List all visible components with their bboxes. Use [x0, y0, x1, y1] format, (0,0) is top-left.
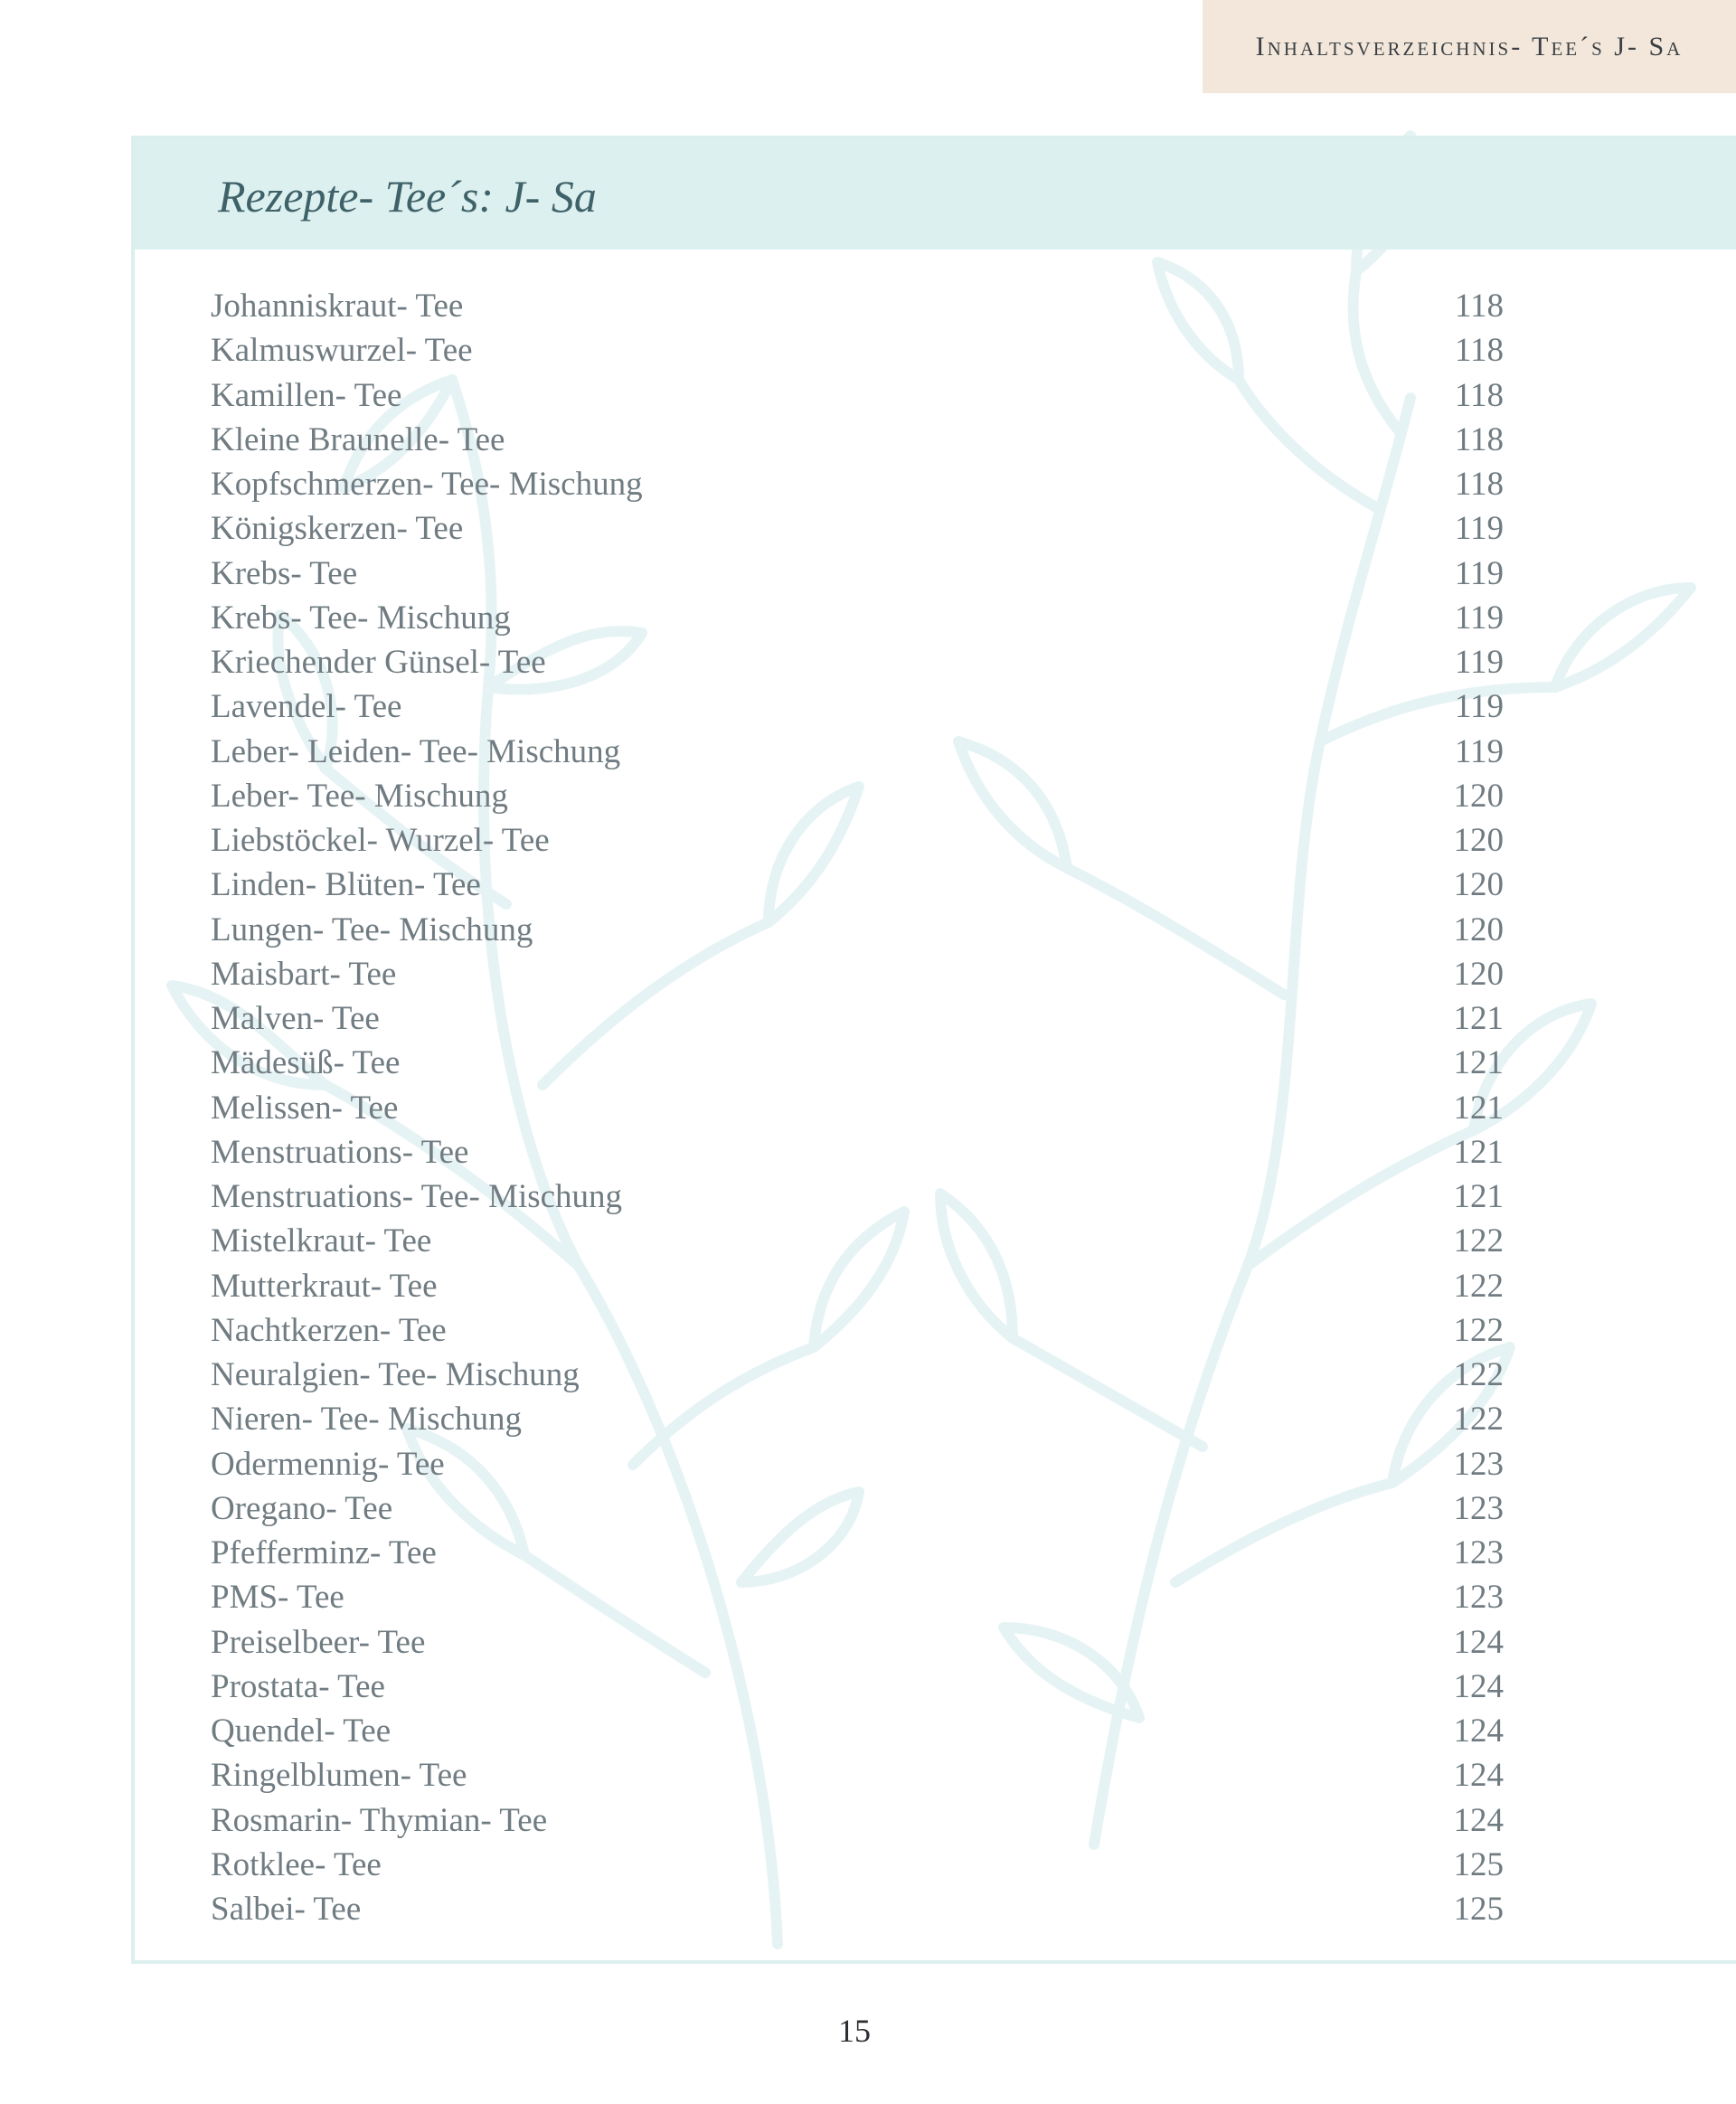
toc-entry-row[interactable] [211, 1887, 1504, 1931]
toc-entry-title: Prostata- Tee [211, 1667, 385, 1705]
toc-entry-title: Krebs- Tee [211, 554, 358, 592]
toc-entry-page: 119 [1454, 644, 1504, 681]
toc-entry-row[interactable] [211, 908, 1504, 952]
toc-entry-title: Kriechender Günsel- Tee [211, 644, 546, 681]
toc-entry-row[interactable] [211, 774, 1504, 818]
toc-entry-title: Menstruations- Tee [211, 1133, 469, 1171]
toc-entry-row[interactable] [211, 1531, 1504, 1575]
toc-entry-row[interactable] [211, 462, 1504, 506]
toc-entry-title: Nieren- Tee- Mischung [211, 1401, 523, 1439]
toc-entry-row[interactable] [211, 1486, 1504, 1531]
toc-entry-page: 119 [1454, 554, 1504, 592]
toc-entry-row[interactable] [211, 1709, 1504, 1753]
toc-entry-page: 123 [1453, 1534, 1504, 1571]
toc-entry-page: 120 [1453, 910, 1504, 948]
toc-entry-page: 120 [1453, 866, 1504, 904]
toc-entry-row[interactable] [211, 1442, 1504, 1486]
toc-entry-page: 120 [1453, 955, 1504, 993]
toc-entry-row[interactable] [211, 373, 1504, 418]
toc-entry-page: 118 [1454, 288, 1504, 325]
toc-entry-row[interactable] [211, 284, 1504, 328]
toc-entry-page: 121 [1453, 1044, 1504, 1082]
toc-entry-row[interactable] [211, 1308, 1504, 1353]
toc-entry-page: 119 [1454, 510, 1504, 548]
toc-entry-row[interactable] [211, 1665, 1504, 1709]
toc-entry-page: 122 [1453, 1311, 1504, 1349]
toc-entry-row[interactable] [211, 1175, 1504, 1219]
page-number: 15 [838, 2013, 871, 2049]
toc-entry-row[interactable] [211, 1353, 1504, 1397]
toc-entry-page: 118 [1454, 420, 1504, 458]
toc-entry-title: Menstruations- Tee- Mischung [211, 1178, 623, 1215]
toc-entry-row[interactable] [211, 596, 1504, 640]
toc-entry-page: 123 [1453, 1445, 1504, 1483]
toc-entry-title: Neuralgien- Tee- Mischung [211, 1356, 580, 1393]
toc-list [211, 284, 1504, 1931]
toc-entry-row[interactable] [211, 1397, 1504, 1441]
toc-entry-title: Mistelkraut- Tee [211, 1222, 432, 1260]
toc-entry-page: 123 [1453, 1489, 1504, 1527]
toc-entry-title: Rosmarin- Thymian- Tee [211, 1801, 548, 1839]
toc-entry-page: 124 [1453, 1667, 1504, 1705]
toc-entry-page: 120 [1453, 822, 1504, 859]
toc-entry-page: 118 [1454, 466, 1504, 503]
toc-entry-page: 122 [1453, 1222, 1504, 1260]
toc-entry-row[interactable] [211, 684, 1504, 729]
toc-entry-page: 119 [1454, 732, 1504, 770]
toc-entry-page: 121 [1453, 1000, 1504, 1037]
toc-entry-title: Kalmuswurzel- Tee [211, 332, 473, 370]
toc-entry-title: PMS- Tee [211, 1579, 344, 1617]
toc-entry-row[interactable] [211, 1620, 1504, 1665]
toc-entry-title: Krebs- Tee- Mischung [211, 599, 511, 637]
toc-entry-title: Nachtkerzen- Tee [211, 1311, 447, 1349]
toc-entry-title: Liebstöckel- Wurzel- Tee [211, 822, 550, 859]
toc-entry-page: 121 [1453, 1178, 1504, 1215]
toc-entry-page: 118 [1454, 332, 1504, 370]
running-head-text: Inhaltsverzeichnis- Tee´s J- Sa [1255, 31, 1684, 61]
toc-entry-title: Odermennig- Tee [211, 1445, 445, 1483]
toc-entry-title: Malven- Tee [211, 1000, 380, 1037]
toc-entry-title: Lavendel- Tee [211, 688, 402, 726]
toc-entry-page: 124 [1453, 1757, 1504, 1795]
toc-entry-page: 119 [1454, 599, 1504, 637]
toc-entry-row[interactable] [211, 863, 1504, 907]
toc-entry-row[interactable] [211, 818, 1504, 863]
section-header-band [135, 139, 1736, 250]
toc-entry-title: Kamillen- Tee [211, 376, 402, 414]
toc-entry-title: Leber- Tee- Mischung [211, 777, 508, 815]
toc-entry-page: 123 [1453, 1579, 1504, 1617]
toc-entry-title: Ringelblumen- Tee [211, 1757, 467, 1795]
toc-entry-row[interactable] [211, 506, 1504, 551]
toc-entry-title: Kopfschmerzen- Tee- Mischung [211, 466, 643, 503]
toc-entry-title: Leber- Leiden- Tee- Mischung [211, 732, 621, 770]
toc-entry-row[interactable] [211, 952, 1504, 996]
toc-entry-page: 125 [1453, 1845, 1504, 1883]
toc-entry-title: Pfefferminz- Tee [211, 1534, 437, 1571]
toc-entry-row[interactable] [211, 730, 1504, 774]
toc-entry-title: Preiselbeer- Tee [211, 1623, 426, 1661]
toc-entry-title: Lungen- Tee- Mischung [211, 910, 533, 948]
toc-entry-row[interactable] [211, 1843, 1504, 1887]
toc-entry-title: Mutterkraut- Tee [211, 1267, 438, 1305]
toc-entry-row[interactable] [211, 1575, 1504, 1619]
toc-entry-page: 125 [1453, 1891, 1504, 1928]
toc-entry-row[interactable] [211, 1219, 1504, 1263]
toc-entry-row[interactable] [211, 1130, 1504, 1175]
toc-entry-title: Rotklee- Tee [211, 1845, 382, 1883]
toc-entry-row[interactable] [211, 1264, 1504, 1308]
toc-entry-page: 124 [1453, 1801, 1504, 1839]
section-title: Rezepte- Tee´s: J- Sa [218, 171, 597, 222]
toc-entry-page: 121 [1453, 1089, 1504, 1127]
toc-entry-row[interactable] [211, 1753, 1504, 1797]
toc-entry-row[interactable] [211, 552, 1504, 596]
toc-entry-page: 119 [1454, 688, 1504, 726]
toc-entry-row[interactable] [211, 1041, 1504, 1085]
toc-entry-row[interactable] [211, 328, 1504, 373]
toc-entry-title: Salbei- Tee [211, 1891, 362, 1928]
toc-entry-title: Königskerzen- Tee [211, 510, 464, 548]
toc-entry-page: 124 [1453, 1712, 1504, 1750]
toc-entry-title: Oregano- Tee [211, 1489, 393, 1527]
toc-entry-row[interactable] [211, 1798, 1504, 1843]
toc-entry-row[interactable] [211, 1086, 1504, 1130]
toc-entry-page: 122 [1453, 1401, 1504, 1439]
toc-entry-title: Kleine Braunelle- Tee [211, 420, 505, 458]
toc-entry-page: 121 [1453, 1133, 1504, 1171]
toc-entry-row[interactable] [211, 640, 1504, 684]
toc-entry-title: Mädesüß- Tee [211, 1044, 401, 1082]
toc-entry-title: Linden- Blüten- Tee [211, 866, 481, 904]
toc-entry-title: Melissen- Tee [211, 1089, 399, 1127]
toc-entry-title: Johanniskraut- Tee [211, 288, 464, 325]
toc-entry-row[interactable] [211, 418, 1504, 462]
toc-entry-row[interactable] [211, 996, 1504, 1041]
toc-entry-page: 122 [1453, 1267, 1504, 1305]
toc-entry-title: Quendel- Tee [211, 1712, 392, 1750]
toc-entry-title: Maisbart- Tee [211, 955, 397, 993]
toc-entry-page: 122 [1453, 1356, 1504, 1393]
toc-entry-page: 120 [1453, 777, 1504, 815]
toc-entry-page: 124 [1453, 1623, 1504, 1661]
toc-entry-page: 118 [1454, 376, 1504, 414]
